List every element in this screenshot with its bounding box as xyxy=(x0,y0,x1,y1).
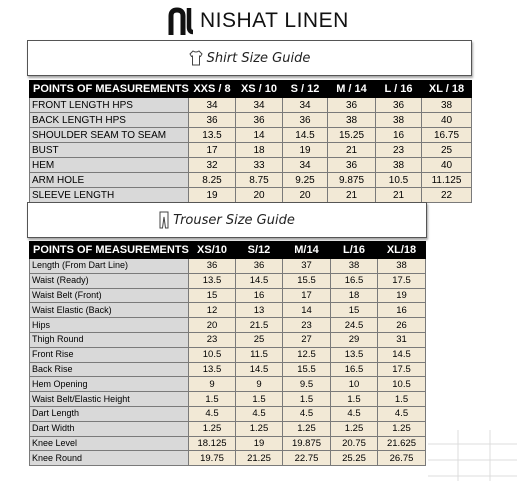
measurement-value: 11.125 xyxy=(422,173,472,188)
measurement-value: 20 xyxy=(189,318,236,333)
table-row xyxy=(30,173,472,188)
table-row xyxy=(30,288,426,303)
measurement-value: 21.25 xyxy=(236,451,283,466)
table-row xyxy=(30,406,426,421)
measurement-value: 38 xyxy=(376,158,422,173)
measurement-value: 16.5 xyxy=(331,362,378,377)
measurement-value: 13.5 xyxy=(189,273,236,288)
table-row xyxy=(30,188,472,203)
measurement-value: 21.625 xyxy=(378,436,426,451)
measurement-value: 4.5 xyxy=(331,406,378,421)
measurement-value: 10.5 xyxy=(189,347,236,362)
measurement-label: Length (From Dart Line) xyxy=(30,259,189,274)
measurement-value: 22 xyxy=(422,188,472,203)
measurement-label: Knee Round xyxy=(30,451,189,466)
measurement-label: Thigh Round xyxy=(30,332,189,347)
measurement-value: 25 xyxy=(236,332,283,347)
measurement-label: Hem Opening xyxy=(30,377,189,392)
trouser-size-table xyxy=(29,241,426,466)
measurement-value: 1.5 xyxy=(189,392,236,407)
measurement-value: 4.5 xyxy=(189,406,236,421)
measurement-value: 16.75 xyxy=(422,128,472,143)
measurement-label: HEM xyxy=(30,158,189,173)
measurement-value: 38 xyxy=(331,259,378,274)
measurement-value: 9.5 xyxy=(283,377,331,392)
measurement-value: 15.5 xyxy=(283,362,331,377)
column-header: POINTS OF MEASUREMENTS xyxy=(30,81,189,98)
measurement-label: Back Rise xyxy=(30,362,189,377)
measurement-label: BACK LENGTH HPS xyxy=(30,113,189,128)
measurement-label: Waist (Ready) xyxy=(30,273,189,288)
measurement-value: 19 xyxy=(378,288,426,303)
measurement-value: 29 xyxy=(331,332,378,347)
measurement-value: 4.5 xyxy=(236,406,283,421)
measurement-value: 34 xyxy=(236,98,283,113)
measurement-value: 15 xyxy=(189,288,236,303)
measurement-value: 4.5 xyxy=(283,406,331,421)
brand-logo xyxy=(168,6,349,36)
measurement-value: 14.5 xyxy=(236,273,283,288)
measurement-value: 10.5 xyxy=(376,173,422,188)
table-row xyxy=(30,318,426,333)
measurement-label: Waist Belt/Elastic Height xyxy=(30,392,189,407)
measurement-value: 18.125 xyxy=(189,436,236,451)
measurement-value: 38 xyxy=(422,98,472,113)
nl-monogram-icon xyxy=(168,7,194,35)
measurement-label: Knee Level xyxy=(30,436,189,451)
measurement-value: 17.5 xyxy=(378,362,426,377)
measurement-value: 17 xyxy=(283,288,331,303)
measurement-value: 8.75 xyxy=(236,173,283,188)
column-header: M / 14 xyxy=(328,81,376,98)
table-row xyxy=(30,347,426,362)
measurement-value: 34 xyxy=(283,98,328,113)
measurement-value: 32 xyxy=(189,158,236,173)
measurement-value: 1.25 xyxy=(189,421,236,436)
measurement-value: 20.75 xyxy=(331,436,378,451)
shirt-header-row xyxy=(30,81,472,98)
measurement-value: 33 xyxy=(236,158,283,173)
measurement-value: 1.5 xyxy=(378,392,426,407)
measurement-value: 9 xyxy=(189,377,236,392)
measurement-value: 1.5 xyxy=(331,392,378,407)
measurement-value: 19 xyxy=(189,188,236,203)
measurement-value: 9 xyxy=(236,377,283,392)
measurement-value: 13.5 xyxy=(189,362,236,377)
measurement-value: 36 xyxy=(328,98,376,113)
spreadsheet-gridlines xyxy=(428,430,517,481)
table-row xyxy=(30,451,426,466)
measurement-value: 21.5 xyxy=(236,318,283,333)
column-header: XS/10 xyxy=(189,242,236,259)
measurement-value: 19 xyxy=(236,436,283,451)
measurement-label: Waist Belt (Front) xyxy=(30,288,189,303)
table-row xyxy=(30,98,472,113)
table-row xyxy=(30,392,426,407)
measurement-value: 16 xyxy=(378,303,426,318)
measurement-value: 19.875 xyxy=(283,436,331,451)
measurement-value: 17 xyxy=(189,143,236,158)
measurement-label: Dart Width xyxy=(30,421,189,436)
measurement-value: 40 xyxy=(422,113,472,128)
measurement-value: 4.5 xyxy=(378,406,426,421)
measurement-value: 1.25 xyxy=(236,421,283,436)
table-row xyxy=(30,113,472,128)
measurement-value: 36 xyxy=(189,113,236,128)
measurement-value: 16 xyxy=(236,288,283,303)
measurement-value: 18 xyxy=(236,143,283,158)
trouser-guide-title-box xyxy=(27,202,427,238)
measurement-label: Hips xyxy=(30,318,189,333)
shirt-guide-title-box xyxy=(27,40,472,76)
measurement-value: 31 xyxy=(378,332,426,347)
table-row xyxy=(30,332,426,347)
column-header: S/12 xyxy=(236,242,283,259)
measurement-value: 15 xyxy=(331,303,378,318)
measurement-value: 22.75 xyxy=(283,451,331,466)
measurement-value: 20 xyxy=(236,188,283,203)
measurement-value: 14.5 xyxy=(378,347,426,362)
table-row xyxy=(30,436,426,451)
measurement-value: 20 xyxy=(283,188,328,203)
measurement-value: 36 xyxy=(283,113,328,128)
measurement-value: 12 xyxy=(189,303,236,318)
measurement-label: FRONT LENGTH HPS xyxy=(30,98,189,113)
table-row xyxy=(30,259,426,274)
measurement-value: 38 xyxy=(378,259,426,274)
measurement-value: 25 xyxy=(422,143,472,158)
measurement-value: 23 xyxy=(189,332,236,347)
measurement-value: 21 xyxy=(376,188,422,203)
measurement-value: 40 xyxy=(422,158,472,173)
measurement-value: 24.5 xyxy=(331,318,378,333)
measurement-value: 11.5 xyxy=(236,347,283,362)
measurement-value: 10 xyxy=(331,377,378,392)
measurement-value: 38 xyxy=(376,113,422,128)
measurement-value: 1.5 xyxy=(283,392,331,407)
column-header: XL/18 xyxy=(378,242,426,259)
measurement-value: 1.25 xyxy=(283,421,331,436)
measurement-value: 38 xyxy=(328,113,376,128)
table-row xyxy=(30,362,426,377)
column-header: L/16 xyxy=(331,242,378,259)
measurement-value: 21 xyxy=(328,188,376,203)
trouser-guide-title: Trouser Size Guide xyxy=(173,212,295,228)
measurement-value: 15.5 xyxy=(283,273,331,288)
brand-name: NISHAT LINEN xyxy=(200,9,349,32)
column-header: S / 12 xyxy=(283,81,328,98)
measurement-value: 27 xyxy=(283,332,331,347)
measurement-value: 1.5 xyxy=(236,392,283,407)
shirt-icon xyxy=(189,50,203,66)
measurement-label: ARM HOLE xyxy=(30,173,189,188)
measurement-value: 36 xyxy=(328,158,376,173)
measurement-value: 19.75 xyxy=(189,451,236,466)
measurement-label: SHOULDER SEAM TO SEAM xyxy=(30,128,189,143)
column-header: XS / 10 xyxy=(236,81,283,98)
measurement-value: 13.5 xyxy=(331,347,378,362)
measurement-value: 26 xyxy=(378,318,426,333)
measurement-value: 37 xyxy=(283,259,331,274)
measurement-value: 10.5 xyxy=(378,377,426,392)
measurement-value: 9.875 xyxy=(328,173,376,188)
measurement-value: 13.5 xyxy=(189,128,236,143)
measurement-value: 26.75 xyxy=(378,451,426,466)
table-row xyxy=(30,303,426,318)
measurement-value: 16 xyxy=(376,128,422,143)
measurement-label: Dart Length xyxy=(30,406,189,421)
measurement-value: 23 xyxy=(376,143,422,158)
measurement-value: 9.25 xyxy=(283,173,328,188)
measurement-value: 17.5 xyxy=(378,273,426,288)
column-header: POINTS OF MEASUREMENTS xyxy=(30,242,189,259)
measurement-value: 19 xyxy=(283,143,328,158)
column-header: XXS / 8 xyxy=(189,81,236,98)
table-row xyxy=(30,377,426,392)
table-row xyxy=(30,421,426,436)
measurement-value: 14 xyxy=(236,128,283,143)
measurement-value: 36 xyxy=(236,259,283,274)
measurement-value: 21 xyxy=(328,143,376,158)
measurement-value: 36 xyxy=(376,98,422,113)
measurement-value: 14 xyxy=(283,303,331,318)
measurement-value: 14.5 xyxy=(236,362,283,377)
column-header: L / 16 xyxy=(376,81,422,98)
column-header: M/14 xyxy=(283,242,331,259)
measurement-value: 23 xyxy=(283,318,331,333)
measurement-value: 18 xyxy=(331,288,378,303)
trouser-header-row xyxy=(30,242,426,259)
measurement-value: 1.25 xyxy=(331,421,378,436)
column-header: XL / 18 xyxy=(422,81,472,98)
measurement-label: SLEEVE LENGTH xyxy=(30,188,189,203)
measurement-value: 36 xyxy=(236,113,283,128)
measurement-label: Front Rise xyxy=(30,347,189,362)
measurement-value: 1.25 xyxy=(378,421,426,436)
measurement-value: 36 xyxy=(189,259,236,274)
trouser-icon xyxy=(159,211,169,229)
table-row xyxy=(30,143,472,158)
shirt-size-table xyxy=(29,80,472,203)
measurement-label: BUST xyxy=(30,143,189,158)
measurement-value: 8.25 xyxy=(189,173,236,188)
measurement-value: 34 xyxy=(189,98,236,113)
table-row xyxy=(30,273,426,288)
measurement-value: 25.25 xyxy=(331,451,378,466)
table-row xyxy=(30,158,472,173)
measurement-label: Waist Elastic (Back) xyxy=(30,303,189,318)
measurement-value: 34 xyxy=(283,158,328,173)
measurement-value: 14.5 xyxy=(283,128,328,143)
measurement-value: 15.25 xyxy=(328,128,376,143)
measurement-value: 12.5 xyxy=(283,347,331,362)
measurement-value: 13 xyxy=(236,303,283,318)
table-row xyxy=(30,128,472,143)
shirt-guide-title: Shirt Size Guide xyxy=(206,50,311,66)
measurement-value: 16.5 xyxy=(331,273,378,288)
